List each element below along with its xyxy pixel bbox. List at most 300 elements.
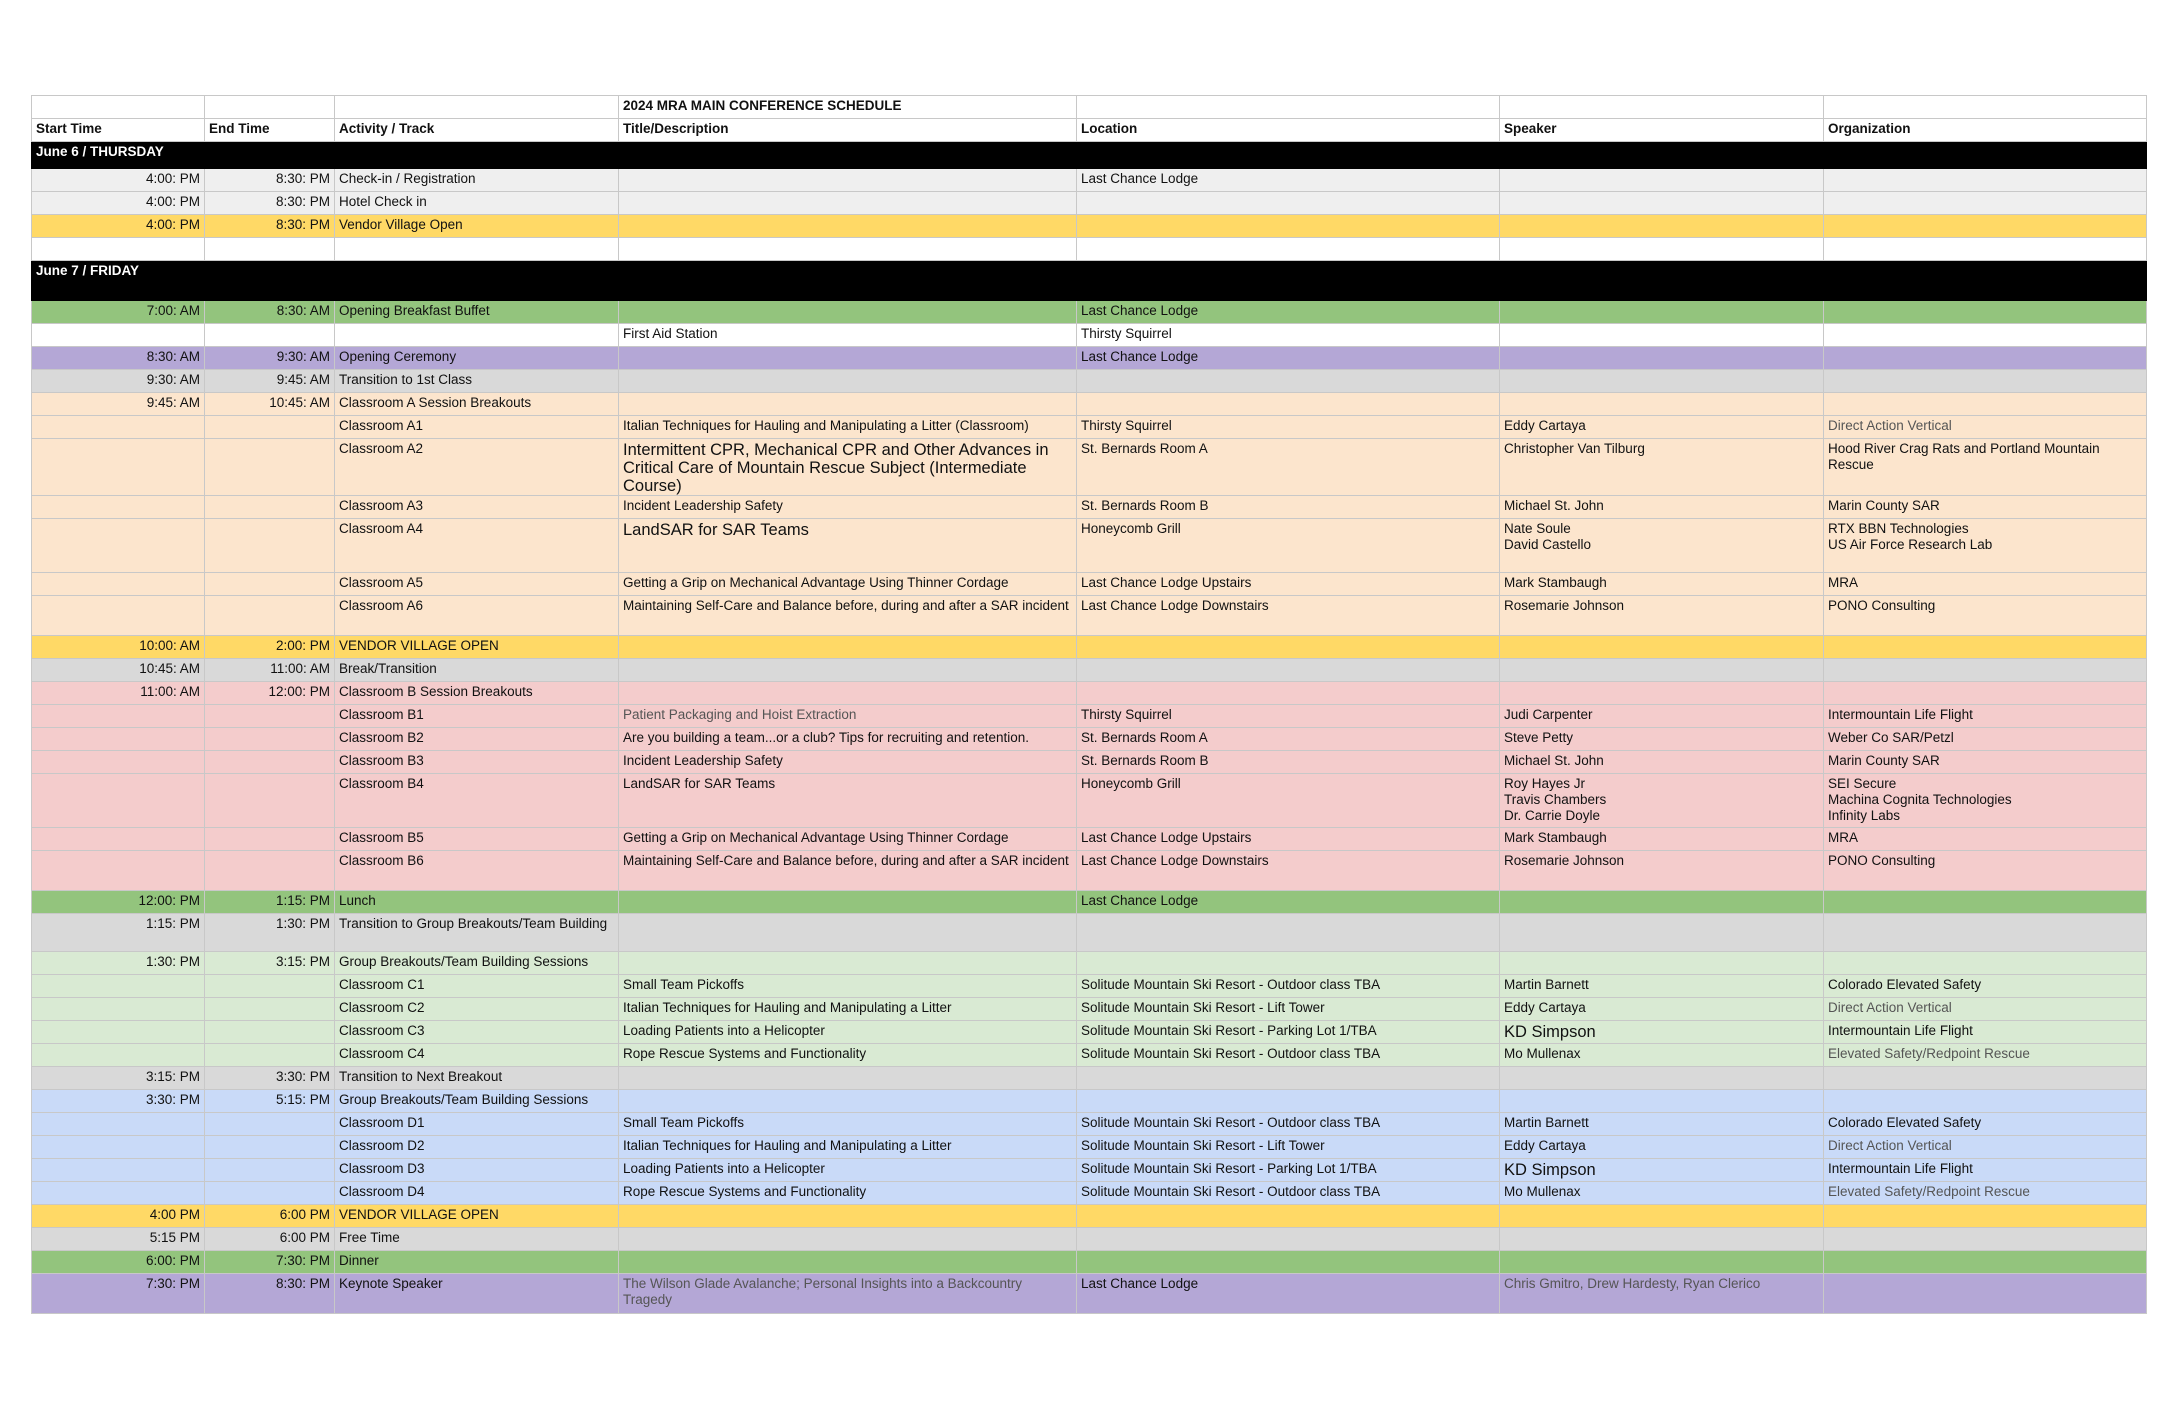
cell-organization[interactable] [1824,347,2147,370]
cell-organization[interactable]: Marin County SAR [1824,751,2147,774]
cell-activity[interactable]: Classroom D2 [335,1136,619,1159]
cell-organization[interactable]: Direct Action Vertical [1824,416,2147,439]
cell-speaker[interactable]: Nate Soule David Castello [1500,519,1824,573]
cell-organization[interactable] [1824,1251,2147,1274]
cell[interactable] [1500,96,1824,119]
cell-activity[interactable]: Opening Ceremony [335,347,619,370]
cell-title[interactable]: Intermittent CPR, Mechanical CPR and Other Advances in Critical Care of Mountain Rescue Subject (Intermediate Course) [619,439,1077,496]
cell-organization[interactable] [1824,1090,2147,1113]
cell-end-time[interactable]: 2:00: PM [205,636,335,659]
cell-start-time[interactable]: 5:15 PM [32,1228,205,1251]
cell-end-time[interactable]: 8:30: PM [205,215,335,238]
cell-title[interactable] [619,169,1077,192]
cell-location[interactable]: Last Chance Lodge [1077,301,1500,324]
cell-speaker[interactable] [1500,1090,1824,1113]
cell-speaker[interactable] [1500,952,1824,975]
cell-speaker[interactable]: Chris Gmitro, Drew Hardesty, Ryan Clerico [1500,1274,1824,1314]
cell-organization[interactable] [1824,192,2147,215]
cell-end-time[interactable] [205,705,335,728]
cell-title[interactable] [619,370,1077,393]
cell-organization[interactable] [1824,169,2147,192]
cell-location[interactable] [1077,1205,1500,1228]
cell-end-time[interactable]: 12:00: PM [205,682,335,705]
cell-start-time[interactable] [32,519,205,573]
cell-title[interactable]: First Aid Station [619,324,1077,347]
cell-start-time[interactable]: 3:30: PM [32,1090,205,1113]
cell-activity[interactable]: Transition to Next Breakout [335,1067,619,1090]
cell-end-time[interactable]: 8:30: PM [205,192,335,215]
cell-end-time[interactable]: 7:30: PM [205,1251,335,1274]
cell-organization[interactable]: PONO Consulting [1824,851,2147,891]
cell-activity[interactable]: Classroom B5 [335,828,619,851]
cell-start-time[interactable]: 11:00: AM [32,682,205,705]
cell-start-time[interactable]: 12:00: PM [32,891,205,914]
cell-title[interactable] [619,1205,1077,1228]
day-label[interactable]: June 7 / FRIDAY [32,261,2147,301]
cell-activity[interactable] [335,238,619,261]
cell-organization[interactable]: RTX BBN Technologies US Air Force Research Lab [1824,519,2147,573]
cell-speaker[interactable]: Eddy Cartaya [1500,1136,1824,1159]
cell-start-time[interactable]: 10:45: AM [32,659,205,682]
cell-title[interactable] [619,682,1077,705]
cell-start-time[interactable] [32,975,205,998]
cell-organization[interactable] [1824,636,2147,659]
cell-end-time[interactable] [205,416,335,439]
cell-title[interactable]: Maintaining Self-Care and Balance before, during and after a SAR incident [619,851,1077,891]
cell-title[interactable] [619,914,1077,952]
cell-title[interactable]: Getting a Grip on Mechanical Advantage Using Thinner Cordage [619,573,1077,596]
cell-organization[interactable]: Elevated Safety/Redpoint Rescue [1824,1044,2147,1067]
cell-activity[interactable]: Group Breakouts/Team Building Sessions [335,1090,619,1113]
cell-speaker[interactable]: Michael St. John [1500,496,1824,519]
cell-location[interactable]: Thirsty Squirrel [1077,324,1500,347]
cell-title[interactable]: Italian Techniques for Hauling and Manipulating a Litter (Classroom) [619,416,1077,439]
cell-activity[interactable]: Free Time [335,1228,619,1251]
cell-speaker[interactable] [1500,192,1824,215]
cell-organization[interactable] [1824,301,2147,324]
cell-organization[interactable] [1824,659,2147,682]
cell-start-time[interactable] [32,828,205,851]
cell-organization[interactable] [1824,370,2147,393]
cell[interactable] [32,96,205,119]
cell-start-time[interactable] [32,324,205,347]
cell-end-time[interactable] [205,1021,335,1044]
cell-organization[interactable]: Intermountain Life Flight [1824,1021,2147,1044]
cell-speaker[interactable]: Mark Stambaugh [1500,573,1824,596]
cell[interactable] [1077,96,1500,119]
cell-end-time[interactable] [205,573,335,596]
cell-organization[interactable] [1824,914,2147,952]
cell-activity[interactable]: VENDOR VILLAGE OPEN [335,636,619,659]
cell-speaker[interactable] [1500,636,1824,659]
cell-organization[interactable] [1824,682,2147,705]
cell-activity[interactable]: Classroom B2 [335,728,619,751]
cell-location[interactable] [1077,238,1500,261]
cell-activity[interactable]: Check-in / Registration [335,169,619,192]
header-speaker[interactable]: Speaker [1500,119,1824,142]
cell-organization[interactable] [1824,215,2147,238]
cell-speaker[interactable]: Christopher Van Tilburg [1500,439,1824,496]
cell[interactable] [335,96,619,119]
cell-organization[interactable] [1824,324,2147,347]
cell-activity[interactable]: Vendor Village Open [335,215,619,238]
cell-start-time[interactable] [32,238,205,261]
header-end-time[interactable]: End Time [205,119,335,142]
cell-activity[interactable]: Classroom C2 [335,998,619,1021]
cell-speaker[interactable] [1500,301,1824,324]
cell-location[interactable] [1077,914,1500,952]
cell-location[interactable]: Last Chance Lodge Upstairs [1077,828,1500,851]
cell-title[interactable] [619,301,1077,324]
cell-location[interactable]: Last Chance Lodge Downstairs [1077,596,1500,636]
cell-title[interactable]: Are you building a team...or a club? Tips for recruiting and retention. [619,728,1077,751]
cell-organization[interactable] [1824,1205,2147,1228]
cell-end-time[interactable] [205,1136,335,1159]
cell-location[interactable]: Last Chance Lodge [1077,347,1500,370]
cell-title[interactable]: Maintaining Self-Care and Balance before, during and after a SAR incident [619,596,1077,636]
cell-start-time[interactable]: 4:00: PM [32,192,205,215]
cell-location[interactable] [1077,659,1500,682]
cell-location[interactable] [1077,393,1500,416]
cell-start-time[interactable] [32,496,205,519]
cell-title[interactable]: LandSAR for SAR Teams [619,774,1077,828]
cell-speaker[interactable]: Rosemarie Johnson [1500,596,1824,636]
cell-title[interactable]: Incident Leadership Safety [619,496,1077,519]
cell-activity[interactable]: Classroom C4 [335,1044,619,1067]
sheet-title[interactable]: 2024 MRA MAIN CONFERENCE SCHEDULE [619,96,1077,119]
cell-activity[interactable]: Classroom A4 [335,519,619,573]
cell-location[interactable] [1077,1090,1500,1113]
cell-activity[interactable]: Classroom B4 [335,774,619,828]
cell-end-time[interactable] [205,998,335,1021]
cell-title[interactable] [619,192,1077,215]
cell-title[interactable] [619,393,1077,416]
cell-end-time[interactable] [205,828,335,851]
cell-activity[interactable]: Group Breakouts/Team Building Sessions [335,952,619,975]
cell-start-time[interactable] [32,1044,205,1067]
cell-title[interactable] [619,1251,1077,1274]
cell-title[interactable]: Small Team Pickoffs [619,1113,1077,1136]
cell-end-time[interactable] [205,439,335,496]
cell-location[interactable]: Solitude Mountain Ski Resort - Parking Lot 1/TBA [1077,1021,1500,1044]
cell-start-time[interactable] [32,1136,205,1159]
cell-end-time[interactable]: 11:00: AM [205,659,335,682]
header-start-time[interactable]: Start Time [32,119,205,142]
cell-end-time[interactable] [205,1159,335,1182]
cell-speaker[interactable] [1500,370,1824,393]
cell-end-time[interactable]: 1:15: PM [205,891,335,914]
cell-start-time[interactable] [32,416,205,439]
cell-speaker[interactable]: Mo Mullenax [1500,1182,1824,1205]
cell-speaker[interactable]: Rosemarie Johnson [1500,851,1824,891]
cell-activity[interactable]: Hotel Check in [335,192,619,215]
header-title[interactable]: Title/Description [619,119,1077,142]
cell-start-time[interactable]: 10:00: AM [32,636,205,659]
cell-organization[interactable]: Elevated Safety/Redpoint Rescue [1824,1182,2147,1205]
cell-start-time[interactable]: 7:00: AM [32,301,205,324]
cell-location[interactable]: Last Chance Lodge Downstairs [1077,851,1500,891]
cell-end-time[interactable]: 8:30: AM [205,301,335,324]
cell-end-time[interactable]: 5:15: PM [205,1090,335,1113]
cell-start-time[interactable] [32,774,205,828]
cell-title[interactable] [619,238,1077,261]
cell-end-time[interactable] [205,975,335,998]
cell-location[interactable]: Last Chance Lodge [1077,891,1500,914]
cell-title[interactable]: The Wilson Glade Avalanche; Personal Insights into a Backcountry Tragedy [619,1274,1077,1314]
cell-end-time[interactable]: 9:45: AM [205,370,335,393]
cell-title[interactable] [619,1228,1077,1251]
cell-end-time[interactable]: 9:30: AM [205,347,335,370]
cell-speaker[interactable]: Martin Barnett [1500,1113,1824,1136]
cell-start-time[interactable]: 8:30: AM [32,347,205,370]
cell-location[interactable]: Solitude Mountain Ski Resort - Lift Tower [1077,1136,1500,1159]
cell-end-time[interactable] [205,238,335,261]
cell-location[interactable]: Thirsty Squirrel [1077,416,1500,439]
cell-end-time[interactable]: 6:00 PM [205,1205,335,1228]
cell-title[interactable]: Getting a Grip on Mechanical Advantage Using Thinner Cordage [619,828,1077,851]
cell-organization[interactable]: Intermountain Life Flight [1824,705,2147,728]
cell-activity[interactable]: Keynote Speaker [335,1274,619,1314]
cell-start-time[interactable]: 7:30: PM [32,1274,205,1314]
cell-activity[interactable]: Classroom B1 [335,705,619,728]
header-location[interactable]: Location [1077,119,1500,142]
cell-end-time[interactable] [205,324,335,347]
cell-speaker[interactable]: Eddy Cartaya [1500,998,1824,1021]
cell-end-time[interactable] [205,728,335,751]
cell-title[interactable]: Patient Packaging and Hoist Extraction [619,705,1077,728]
cell-activity[interactable]: Classroom B Session Breakouts [335,682,619,705]
cell-speaker[interactable] [1500,682,1824,705]
cell-activity[interactable]: Classroom A1 [335,416,619,439]
cell-location[interactable] [1077,1228,1500,1251]
cell-speaker[interactable]: Eddy Cartaya [1500,416,1824,439]
cell-speaker[interactable] [1500,1067,1824,1090]
cell-organization[interactable]: MRA [1824,573,2147,596]
cell-location[interactable]: St. Bernards Room A [1077,728,1500,751]
cell-speaker[interactable] [1500,324,1824,347]
cell-start-time[interactable] [32,439,205,496]
cell-organization[interactable]: PONO Consulting [1824,596,2147,636]
cell-organization[interactable] [1824,393,2147,416]
cell-start-time[interactable]: 3:15: PM [32,1067,205,1090]
cell-organization[interactable]: SEI Secure Machina Cognita Technologies Infinity Labs [1824,774,2147,828]
cell-organization[interactable]: Colorado Elevated Safety [1824,975,2147,998]
cell-start-time[interactable]: 9:45: AM [32,393,205,416]
cell-start-time[interactable] [32,728,205,751]
cell-start-time[interactable] [32,851,205,891]
cell-speaker[interactable] [1500,1205,1824,1228]
cell-organization[interactable] [1824,891,2147,914]
cell-start-time[interactable] [32,751,205,774]
cell-location[interactable]: St. Bernards Room B [1077,496,1500,519]
cell-activity[interactable]: Classroom D1 [335,1113,619,1136]
cell-end-time[interactable] [205,1044,335,1067]
cell-title[interactable]: Small Team Pickoffs [619,975,1077,998]
cell-location[interactable]: Solitude Mountain Ski Resort - Lift Tower [1077,998,1500,1021]
cell-speaker[interactable]: Judi Carpenter [1500,705,1824,728]
cell-activity[interactable]: Opening Breakfast Buffet [335,301,619,324]
cell-speaker[interactable]: Michael St. John [1500,751,1824,774]
cell-speaker[interactable] [1500,347,1824,370]
cell-organization[interactable]: Direct Action Vertical [1824,1136,2147,1159]
cell-start-time[interactable]: 4:00: PM [32,215,205,238]
cell-location[interactable]: Last Chance Lodge [1077,1274,1500,1314]
cell-speaker[interactable]: KD Simpson [1500,1159,1824,1182]
cell-activity[interactable]: Classroom A Session Breakouts [335,393,619,416]
cell-speaker[interactable]: Steve Petty [1500,728,1824,751]
cell-organization[interactable]: Hood River Crag Rats and Portland Mountain Rescue [1824,439,2147,496]
cell-location[interactable] [1077,952,1500,975]
cell-organization[interactable]: Direct Action Vertical [1824,998,2147,1021]
cell-location[interactable] [1077,192,1500,215]
cell-organization[interactable]: Marin County SAR [1824,496,2147,519]
cell-speaker[interactable] [1500,659,1824,682]
cell-start-time[interactable] [32,1021,205,1044]
cell-activity[interactable]: Classroom A6 [335,596,619,636]
cell-start-time[interactable]: 1:30: PM [32,952,205,975]
cell-title[interactable]: LandSAR for SAR Teams [619,519,1077,573]
cell-title[interactable]: Incident Leadership Safety [619,751,1077,774]
cell-speaker[interactable]: Mark Stambaugh [1500,828,1824,851]
cell-start-time[interactable] [32,596,205,636]
cell-speaker[interactable]: Martin Barnett [1500,975,1824,998]
cell-start-time[interactable] [32,1113,205,1136]
cell-speaker[interactable]: Mo Mullenax [1500,1044,1824,1067]
cell-activity[interactable]: Classroom B3 [335,751,619,774]
cell-activity[interactable]: Classroom C3 [335,1021,619,1044]
cell-title[interactable]: Italian Techniques for Hauling and Manipulating a Litter [619,1136,1077,1159]
cell-end-time[interactable]: 8:30: PM [205,1274,335,1314]
cell-start-time[interactable] [32,1159,205,1182]
cell-activity[interactable]: Classroom D3 [335,1159,619,1182]
cell-activity[interactable]: Classroom A3 [335,496,619,519]
cell-end-time[interactable] [205,519,335,573]
cell-organization[interactable] [1824,1067,2147,1090]
cell-activity[interactable]: Break/Transition [335,659,619,682]
cell-start-time[interactable]: 4:00 PM [32,1205,205,1228]
cell-end-time[interactable] [205,851,335,891]
cell-speaker[interactable] [1500,1228,1824,1251]
cell-location[interactable]: Solitude Mountain Ski Resort - Outdoor class TBA [1077,1182,1500,1205]
cell-title[interactable] [619,952,1077,975]
cell-location[interactable] [1077,682,1500,705]
cell-end-time[interactable]: 3:15: PM [205,952,335,975]
cell-location[interactable] [1077,636,1500,659]
cell-organization[interactable]: Weber Co SAR/Petzl [1824,728,2147,751]
cell-end-time[interactable]: 8:30: PM [205,169,335,192]
cell-location[interactable]: St. Bernards Room B [1077,751,1500,774]
header-activity[interactable]: Activity / Track [335,119,619,142]
cell-start-time[interactable]: 6:00: PM [32,1251,205,1274]
cell-activity[interactable]: Classroom B6 [335,851,619,891]
cell-title[interactable]: Loading Patients into a Helicopter [619,1021,1077,1044]
cell-title[interactable] [619,215,1077,238]
cell-location[interactable]: Solitude Mountain Ski Resort - Outdoor class TBA [1077,1113,1500,1136]
cell-speaker[interactable] [1500,238,1824,261]
cell-activity[interactable]: Transition to Group Breakouts/Team Building [335,914,619,952]
cell-location[interactable] [1077,1067,1500,1090]
cell-speaker[interactable]: Roy Hayes Jr Travis Chambers Dr. Carrie Doyle [1500,774,1824,828]
cell-title[interactable]: Rope Rescue Systems and Functionality [619,1044,1077,1067]
cell-end-time[interactable] [205,1182,335,1205]
cell-start-time[interactable] [32,573,205,596]
cell-end-time[interactable]: 3:30: PM [205,1067,335,1090]
cell-location[interactable]: Thirsty Squirrel [1077,705,1500,728]
cell-title[interactable] [619,636,1077,659]
cell-title[interactable] [619,1090,1077,1113]
cell-speaker[interactable] [1500,169,1824,192]
cell-title[interactable]: Rope Rescue Systems and Functionality [619,1182,1077,1205]
cell-end-time[interactable]: 1:30: PM [205,914,335,952]
day-label[interactable]: June 6 / THURSDAY [32,142,2147,169]
cell-location[interactable]: Solitude Mountain Ski Resort - Outdoor class TBA [1077,1044,1500,1067]
cell-speaker[interactable] [1500,891,1824,914]
cell-activity[interactable] [335,324,619,347]
cell-organization[interactable]: Colorado Elevated Safety [1824,1113,2147,1136]
cell-activity[interactable]: Transition to 1st Class [335,370,619,393]
cell-organization[interactable] [1824,952,2147,975]
cell-title[interactable]: Loading Patients into a Helicopter [619,1159,1077,1182]
cell-location[interactable]: Last Chance Lodge Upstairs [1077,573,1500,596]
cell-activity[interactable]: Lunch [335,891,619,914]
cell-organization[interactable] [1824,238,2147,261]
cell-activity[interactable]: Classroom D4 [335,1182,619,1205]
cell-location[interactable] [1077,370,1500,393]
cell-location[interactable]: Last Chance Lodge [1077,169,1500,192]
cell-start-time[interactable]: 1:15: PM [32,914,205,952]
cell[interactable] [205,96,335,119]
cell-end-time[interactable]: 6:00 PM [205,1228,335,1251]
cell-start-time[interactable] [32,998,205,1021]
cell-activity[interactable]: Classroom A2 [335,439,619,496]
cell-organization[interactable] [1824,1274,2147,1314]
cell-organization[interactable] [1824,1228,2147,1251]
cell-start-time[interactable] [32,705,205,728]
cell-speaker[interactable]: KD Simpson [1500,1021,1824,1044]
cell-speaker[interactable] [1500,1251,1824,1274]
cell-organization[interactable]: Intermountain Life Flight [1824,1159,2147,1182]
cell-location[interactable]: Solitude Mountain Ski Resort - Parking Lot 1/TBA [1077,1159,1500,1182]
cell-title[interactable] [619,891,1077,914]
cell-end-time[interactable] [205,751,335,774]
cell-title[interactable] [619,1067,1077,1090]
cell-speaker[interactable] [1500,914,1824,952]
cell-location[interactable]: Honeycomb Grill [1077,774,1500,828]
cell-activity[interactable]: Classroom C1 [335,975,619,998]
cell-location[interactable]: Solitude Mountain Ski Resort - Outdoor class TBA [1077,975,1500,998]
cell-location[interactable] [1077,1251,1500,1274]
cell-activity[interactable]: Dinner [335,1251,619,1274]
cell-location[interactable]: St. Bernards Room A [1077,439,1500,496]
header-organization[interactable]: Organization [1824,119,2147,142]
cell-activity[interactable]: VENDOR VILLAGE OPEN [335,1205,619,1228]
cell-location[interactable] [1077,215,1500,238]
cell-speaker[interactable] [1500,215,1824,238]
cell-start-time[interactable]: 9:30: AM [32,370,205,393]
cell-end-time[interactable] [205,596,335,636]
cell-speaker[interactable] [1500,393,1824,416]
cell-title[interactable]: Italian Techniques for Hauling and Manipulating a Litter [619,998,1077,1021]
cell-start-time[interactable]: 4:00: PM [32,169,205,192]
cell-end-time[interactable] [205,774,335,828]
cell-end-time[interactable]: 10:45: AM [205,393,335,416]
cell-organization[interactable]: MRA [1824,828,2147,851]
cell-title[interactable] [619,659,1077,682]
cell-activity[interactable]: Classroom A5 [335,573,619,596]
cell-title[interactable] [619,347,1077,370]
cell-location[interactable]: Honeycomb Grill [1077,519,1500,573]
cell-start-time[interactable] [32,1182,205,1205]
